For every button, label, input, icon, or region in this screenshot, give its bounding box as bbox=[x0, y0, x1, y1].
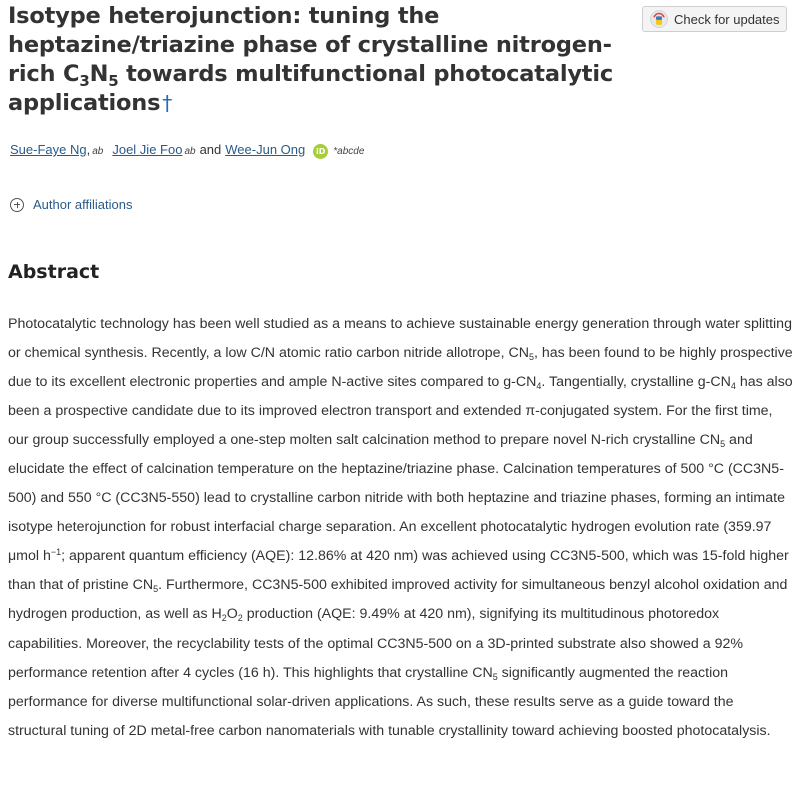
orcid-icon[interactable]: iD bbox=[313, 144, 328, 159]
plus-circle-icon bbox=[10, 198, 24, 212]
supplementary-info-link[interactable]: † bbox=[162, 91, 173, 115]
author-separator: , bbox=[86, 142, 91, 157]
author-affiliations-label: Author affiliations bbox=[33, 197, 133, 212]
author-link-wee-jun-ong[interactable]: Wee-Jun Ong bbox=[225, 142, 306, 157]
abstract-text: Photocatalytic technology has been well studied as a means to achieve sustainable energy generation through water splitting or chemical synthesis. Recently, a low C/N atomic ratio carbon nitride allotrope, $CN_5$, has been found to be highly prospective due to its excellent electronic properties and ample N-active sites compared to $g-CN_4$. Tangentially, crystalline $g-CN_4$ has also been a prospective candidate due to its improved electron transport and extended π-conjugated system. For the first time, our group successfully employed a one-step molten salt calcination method to prepare novel N-rich crystalline $CN_5$ and elucidate the effect of calcination temperature on the heptazine/triazine phase. Calcination temperatures of 500 °C (CC3N5-500) and 550 °C (CC3N5-550) lead to crystalline carbon nitride with both heptazine and triazine phases, forming an intimate isotype heterojunction for robust interfacial charge separation. An excellent photocatalytic hydrogen evolution rate (359.97 μmol $h^{-1}$; apparent quantum efficiency (AQE): 12.86% at 420 nm) was achieved using CC3N5-500, which was 15-fold higher than that of pristine $CN_5$. Furthermore, CC3N5-500 exhibited improved activity for simultaneous benzyl alcohol oxidation and hydrogen production, as well as $H_2O_2$ production (AQE: 9.49% at 420 nm), signifying its multitudinous photoredox capabilities. Moreover, the recyclability tests of the optimal CC3N5-500 on a 3D-printed substrate also showed a 92% performance retention after 4 cycles (16 h). This highlights that crystalline $CN_5$ significantly augmented the reaction performance for diverse multifunctional solar-driven applications. As such, these results serve as a guide toward the structural tuning of 2D metal-free carbon nanomaterials with tunable crystallinity toward achieving boosted photocatalysis. bbox=[8, 316, 793, 739]
author-link-joel-jie-foo[interactable]: Joel Jie Foo bbox=[112, 142, 183, 157]
author-affiliation-marker: ab bbox=[92, 146, 104, 157]
author-affiliations-toggle[interactable] bbox=[10, 197, 133, 212]
author-link-sue-faye-ng[interactable]: Sue-Faye Ng bbox=[10, 142, 87, 157]
article-title: Isotype heterojunction: tuning the heptazine/triazine phase of crystalline nitrogen-rich $C_3N_5$ towards multifunctional photocatalytic applications † bbox=[8, 3, 614, 116]
author-affiliation-marker: abcde bbox=[337, 146, 365, 157]
check-for-updates-label: Check for updates bbox=[674, 11, 780, 27]
author-affiliation-marker: ab bbox=[184, 146, 196, 157]
author-and: and bbox=[199, 142, 222, 157]
crossmark-icon bbox=[650, 10, 668, 28]
abstract-heading: Abstract bbox=[8, 261, 100, 283]
check-for-updates-button[interactable] bbox=[642, 6, 787, 32]
author-list bbox=[10, 142, 364, 159]
corresponding-author-marker: * bbox=[333, 146, 338, 157]
